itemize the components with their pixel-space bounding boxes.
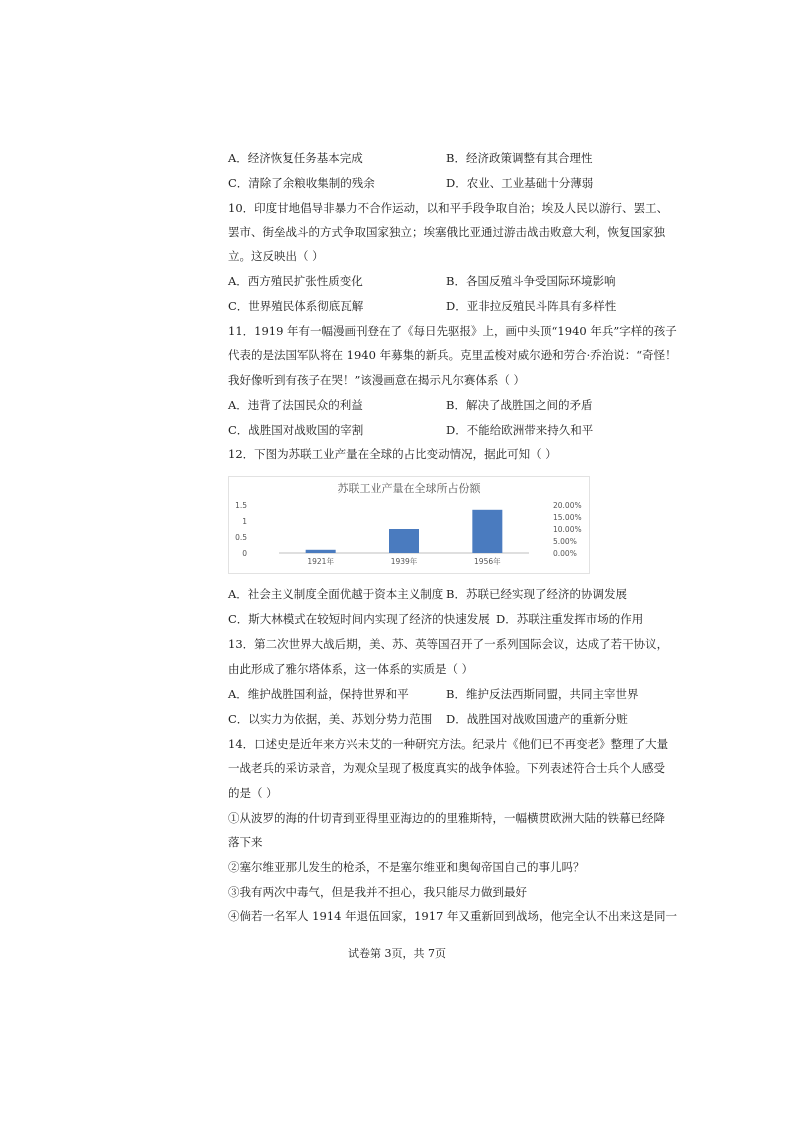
q10-option-a: A．西方殖民扩张性质变化 (228, 274, 363, 288)
secondary-y-axis-ticks (553, 501, 582, 558)
q11-stem-line2: 代表的是法国军队将在 1940 年募集的新兵。克里孟梭对威尔逊和劳合·乔治说：“奇怪！ (228, 348, 677, 362)
q9-option-b: B．经济政策调整有其合理性 (446, 151, 593, 165)
x-tick-label: 1956年 (474, 557, 501, 566)
q12-option-b: B．苏联已经实现了经济的协调发展 (446, 587, 627, 601)
q11-stem-line1: 11．1919 年有一幅漫画刊登在了《每日先驱报》上，画中头顶“1940 年兵”字样的孩子 (228, 324, 677, 338)
y-tick-label: 0.5 (235, 533, 247, 542)
q11-option-d: D．不能给欧洲带来持久和平 (446, 423, 594, 437)
q13-option-a: A．维护战胜国利益，保持世界和平 (228, 687, 409, 701)
q13-option-c: C．以实力为依据，美、苏划分势力范围 (228, 712, 433, 726)
chart-title: 苏联工业产量在全球所占份额 (337, 482, 481, 495)
bar (306, 550, 336, 553)
y2-tick-label: 5.00% (553, 537, 577, 546)
q14-stem-line3: 的是（ ） (228, 786, 278, 800)
q9-option-a: A．经济恢复任务基本完成 (228, 151, 363, 165)
q10-stem-line2: 罢市、街垒战斗的方式争取国家独立；埃塞俄比亚通过游击战击败意大利，恢复国家独 (228, 225, 665, 239)
q11-option-c: C．战胜国对战败国的宰割 (228, 423, 364, 437)
y-tick-label: 1 (242, 517, 247, 526)
bar (472, 510, 502, 553)
q13-option-b: B．维护反法西斯同盟，共同主宰世界 (446, 687, 639, 701)
q14-statement-1: ①从波罗的海的什切青到亚得里亚海边的的里雅斯特，一幅横贯欧洲大陆的铁幕已经降 (228, 811, 665, 825)
x-tick-label: 1939年 (390, 557, 418, 566)
q10-stem-line1: 10．印度甘地倡导非暴力不合作运动，以和平手段争取自治；埃及人民以游行、罢工、 (228, 201, 669, 215)
q10-option-c: C．世界殖民体系彻底瓦解 (228, 299, 364, 313)
industry-share-chart (228, 476, 590, 574)
q13-stem-line1: 13．第二次世界大战后期，美、苏、英等国召开了一系列国际会议，达成了若干协议， (228, 637, 669, 651)
q12-stem-line1: 12．下图为苏联工业产量在全球的占比变动情况，据此可知（ ） (228, 447, 557, 461)
q10-option-b: B．各国反殖斗争受国际环境影响 (446, 274, 616, 288)
y-tick-label: 1.5 (235, 501, 247, 510)
y-tick-label: 0 (242, 549, 247, 558)
q11-option-b: B．解决了战胜国之间的矛盾 (446, 398, 593, 412)
y2-tick-label: 15.00% (553, 513, 582, 522)
q14-statement-2: ②塞尔维亚那儿发生的枪杀，不是塞尔维亚和奥匈帝国自己的事儿吗？ (228, 860, 585, 874)
chart-svg (229, 477, 589, 573)
q9-option-c: C．清除了余粮收集制的残余 (228, 176, 375, 190)
q12-option-d: D．苏联注重发挥市场的作用 (496, 612, 644, 626)
y2-tick-label: 20.00% (553, 501, 582, 510)
x-axis-labels (307, 556, 501, 566)
q14-statement-4: ④倘若一名军人 1914 年退伍回家，1917 年又重新回到战场，他完全认不出来这是同一 (228, 909, 677, 923)
q11-option-a: A．违背了法国民众的利益 (228, 398, 363, 412)
q14-stem-line1: 14．口述史是近年来方兴未艾的一种研究方法。纪录片《他们已不再变老》整理了大量 (228, 737, 669, 751)
q14-statement-3: ③我有两次中毒气，但是我并不担心，我只能尽力做到最好 (228, 885, 527, 899)
x-tick-label: 1921年 (307, 557, 334, 566)
q9-option-d: D．农业、工业基础十分薄弱 (446, 176, 594, 190)
q12-option-a: A．社会主义制度全面优越于资本主义制度 (228, 587, 444, 601)
y2-tick-label: 0.00% (553, 549, 577, 558)
y-axis-ticks (235, 501, 247, 558)
q13-option-d: D．战胜国对战败国遗产的重新分赃 (446, 712, 628, 726)
bars-group (306, 510, 503, 553)
q13-stem-line2: 由此形成了雅尔塔体系，这一体系的实质是（ ） (228, 662, 474, 676)
bar (389, 529, 419, 553)
page-footer: 试卷第 3页，共 7页 (348, 947, 446, 960)
q12-option-c: C．斯大林模式在较短时间内实现了经济的快速发展 (228, 612, 490, 626)
q10-option-d: D．亚非拉反殖民斗阵具有多样性 (446, 299, 617, 313)
q14-statement-1-cont: 落下来 (228, 835, 263, 849)
q14-stem-line2: 一战老兵的采访录音，为观众呈现了极度真实的战争体验。下列表述符合士兵个人感受 (228, 761, 665, 775)
y2-tick-label: 10.00% (553, 525, 582, 534)
q10-stem-line3: 立。这反映出（ ） (228, 249, 324, 263)
q11-stem-line3: 我好像听到有孩子在哭！”该漫画意在揭示凡尔赛体系（ ） (228, 373, 526, 387)
